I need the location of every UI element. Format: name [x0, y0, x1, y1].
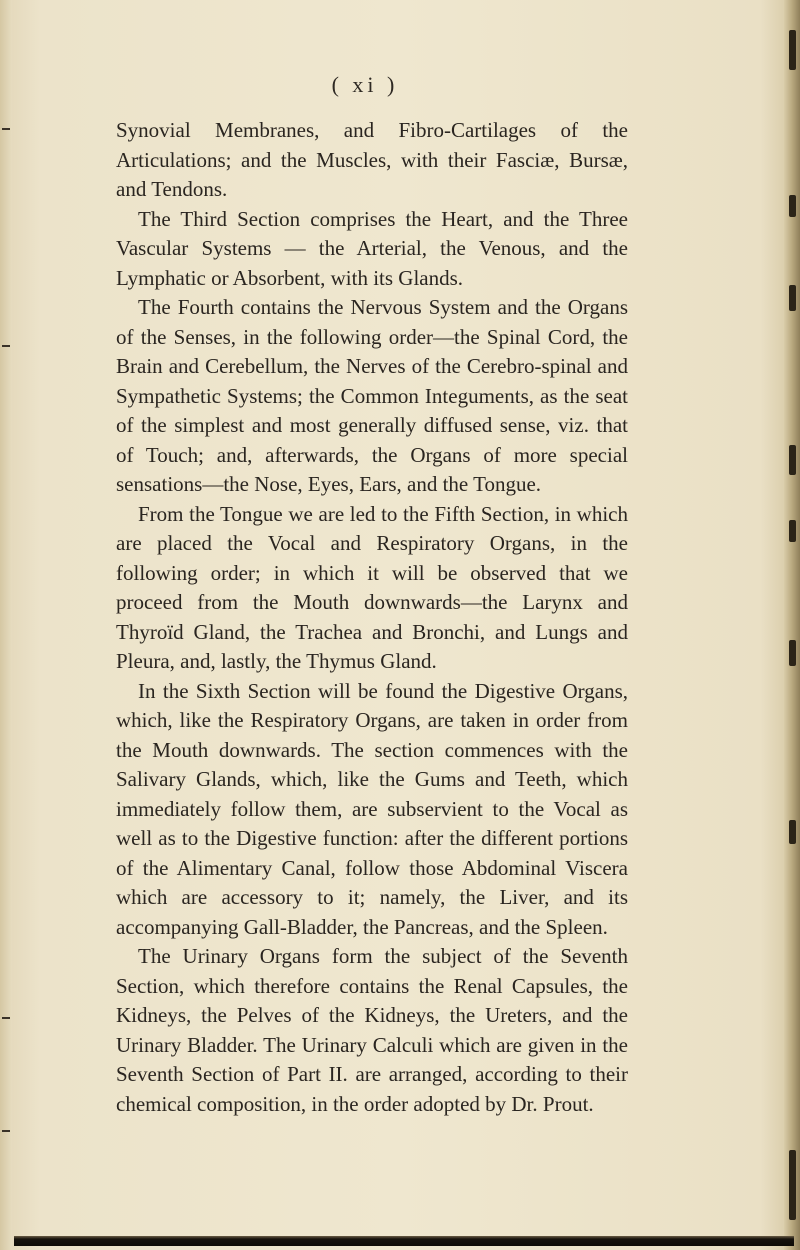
page-number: ( xi ) [331, 72, 399, 97]
paragraph: In the Sixth Section will be found the Digestive Organs, which, like the Respiratory Organs, are taken in order from the Mouth downwards. The section commences with the Salivary Glands, which, like the Gums and Teeth, which immediately follow them, are subservient to the Vocal as well as to the Digestive function: after the different portions of the Alimentary Canal, follow those Abdominal Viscera which are accessory to it; namely, the Liver, and its accompanying Gall-Bladder, the Pancreas, and the Spleen. [116, 678, 628, 939]
binding-mark [789, 195, 796, 217]
binding-mark [789, 820, 796, 844]
paragraph: The Fourth contains the Nervous System and the Organs of the Senses, in the following order—the Spinal Cord, the Brain and Cerebellum, the Nerves of the Cerebro-spinal and Sympathetic Systems; the Common Integuments, as the seat of the simplest and most generally diffused sense, viz. that of Touch; and, afterwards, the Organs of more special sensations—the Nose, Eyes, Ears, and the Tongue. [116, 295, 628, 496]
binding-mark [789, 445, 796, 475]
margin-mark [2, 1130, 10, 1132]
paragraph: From the Tongue we are led to the Fifth Section, in which are placed the Vocal and Respiratory Organs, in the following order; in which it will be observed that we proceed from the Mouth downwards—the Larynx and Thyroïd Gland, the Trachea and Bronchi, and Lungs and Pleura, and, lastly, the Thymus Gland. [116, 501, 628, 673]
binding-mark [789, 1150, 796, 1220]
page-binding-edge [784, 0, 800, 1250]
page-left-edge [0, 0, 12, 1250]
margin-mark [2, 345, 10, 347]
margin-mark [2, 128, 10, 130]
bottom-edge-rule [14, 1236, 794, 1246]
binding-mark [789, 520, 796, 542]
binding-mark [789, 640, 796, 666]
binding-mark [789, 285, 796, 311]
margin-mark [2, 1017, 10, 1019]
body-text [116, 116, 628, 1119]
paragraph: Synovial Membranes, and Fibro-Cartilages of the Articulations; and the Muscles, with their Fasciæ, Bursæ, and Tendons. [116, 118, 628, 201]
paragraph: The Urinary Organs form the subject of the Seventh Section, which therefore contains the Renal Capsules, the Kidneys, the Pelves of the Kidneys, the Ureters, and the Urinary Bladder. The Urinary Calculi which are given in the Seventh Section of Part II. are arranged, according to their chemical composition, in the order adopted by Dr. Prout. [116, 944, 628, 1116]
paragraph: The Third Section comprises the Heart, and the Three Vascular Systems — the Arterial, the Venous, and the Lymphatic or Absorbent, with its Glands. [116, 206, 628, 290]
binding-mark [789, 30, 796, 70]
